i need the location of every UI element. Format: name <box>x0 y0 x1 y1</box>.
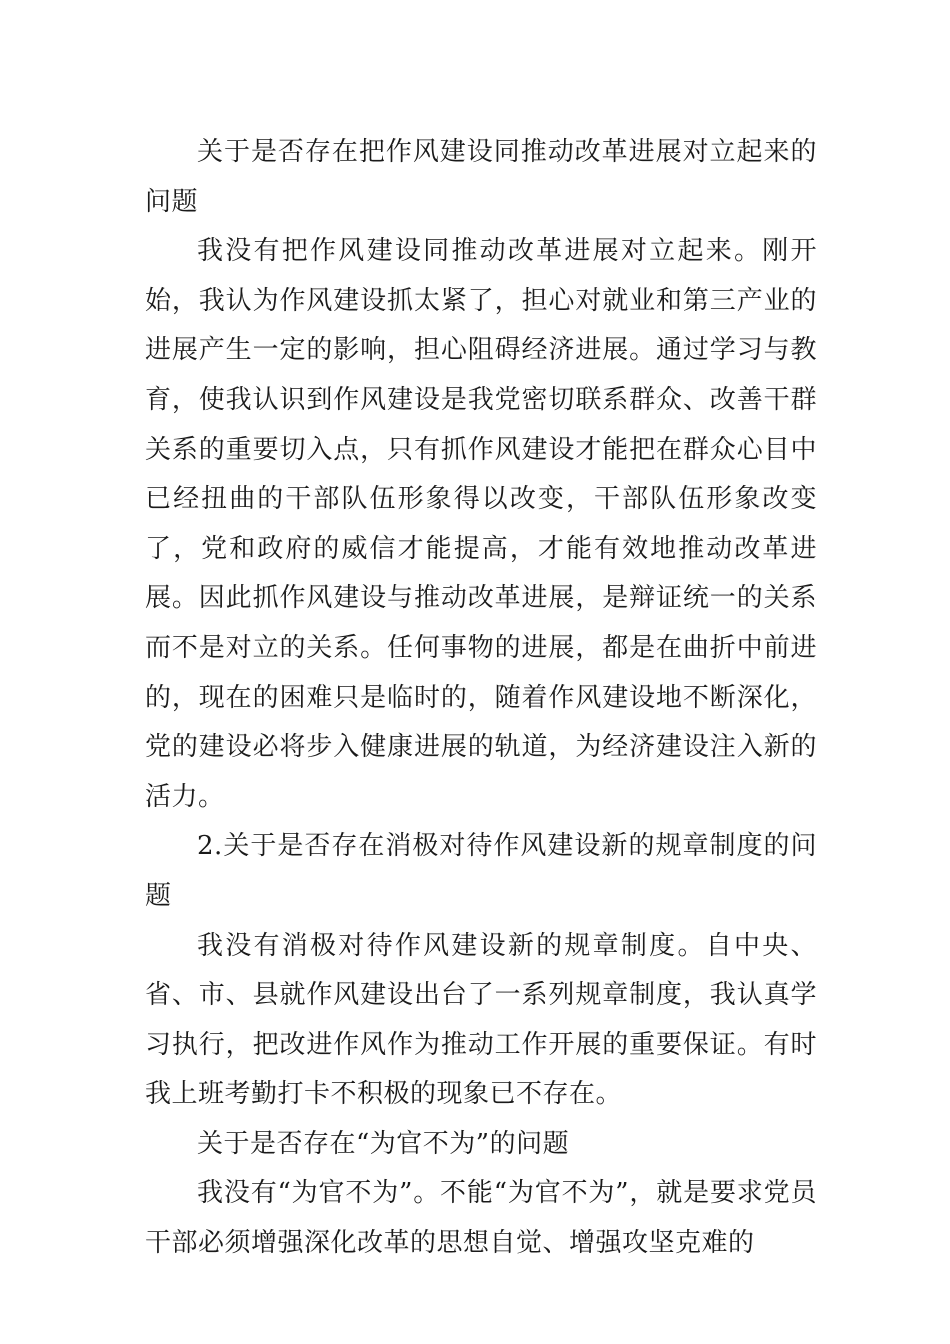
paragraph-opposition-response: 我没有把作风建设同推动改革进展对立起来。刚开始，我认为作风建设抓太紧了，担心对就业和第三产业的进展产生一定的影响，担心阻碍经济进展。通过学习与教育，使我认识到作风建设是我党密切联系群众、改善干群关系的重要切入点，只有抓作风建设才能把在群众心目中已经扭曲的干部队伍形象得以改变，干部队伍形象改变了，党和政府的威信才能提高，才能有效地推动改革进展。因此抓作风建设与推动改革进展，是辩证统一的关系而不是对立的关系。任何事物的进展，都是在曲折中前进的，现在的困难只是临时的，随着作风建设地不断深化，党的建设必将步入健康进展的轨道，为经济建设注入新的活力。 <box>145 236 817 812</box>
heading-regulations-issue: 2.关于是否存在消极对待作风建设新的规章制度的问题 <box>145 831 817 911</box>
document-body <box>145 128 817 1269</box>
heading-inaction-issue: 关于是否存在“为官不为”的问题 <box>197 1128 570 1159</box>
paragraph-regulations-response: 我没有消极对待作风建设新的规章制度。自中央、省、市、县就作风建设出台了一系列规章制度，我认真学习执行，把改进作风作为推动工作开展的重要保证。有时我上班考勤打卡不积极的现象已不存在。 <box>145 930 817 1110</box>
heading-opposition-issue: 关于是否存在把作风建设同推动改革进展对立起来的问题 <box>145 137 817 217</box>
paragraph-inaction-response: 我没有“为官不为”。不能“为官不为”，就是要求党员干部必须增强深化改革的思想自觉、增强攻坚克难的 <box>145 1178 817 1259</box>
